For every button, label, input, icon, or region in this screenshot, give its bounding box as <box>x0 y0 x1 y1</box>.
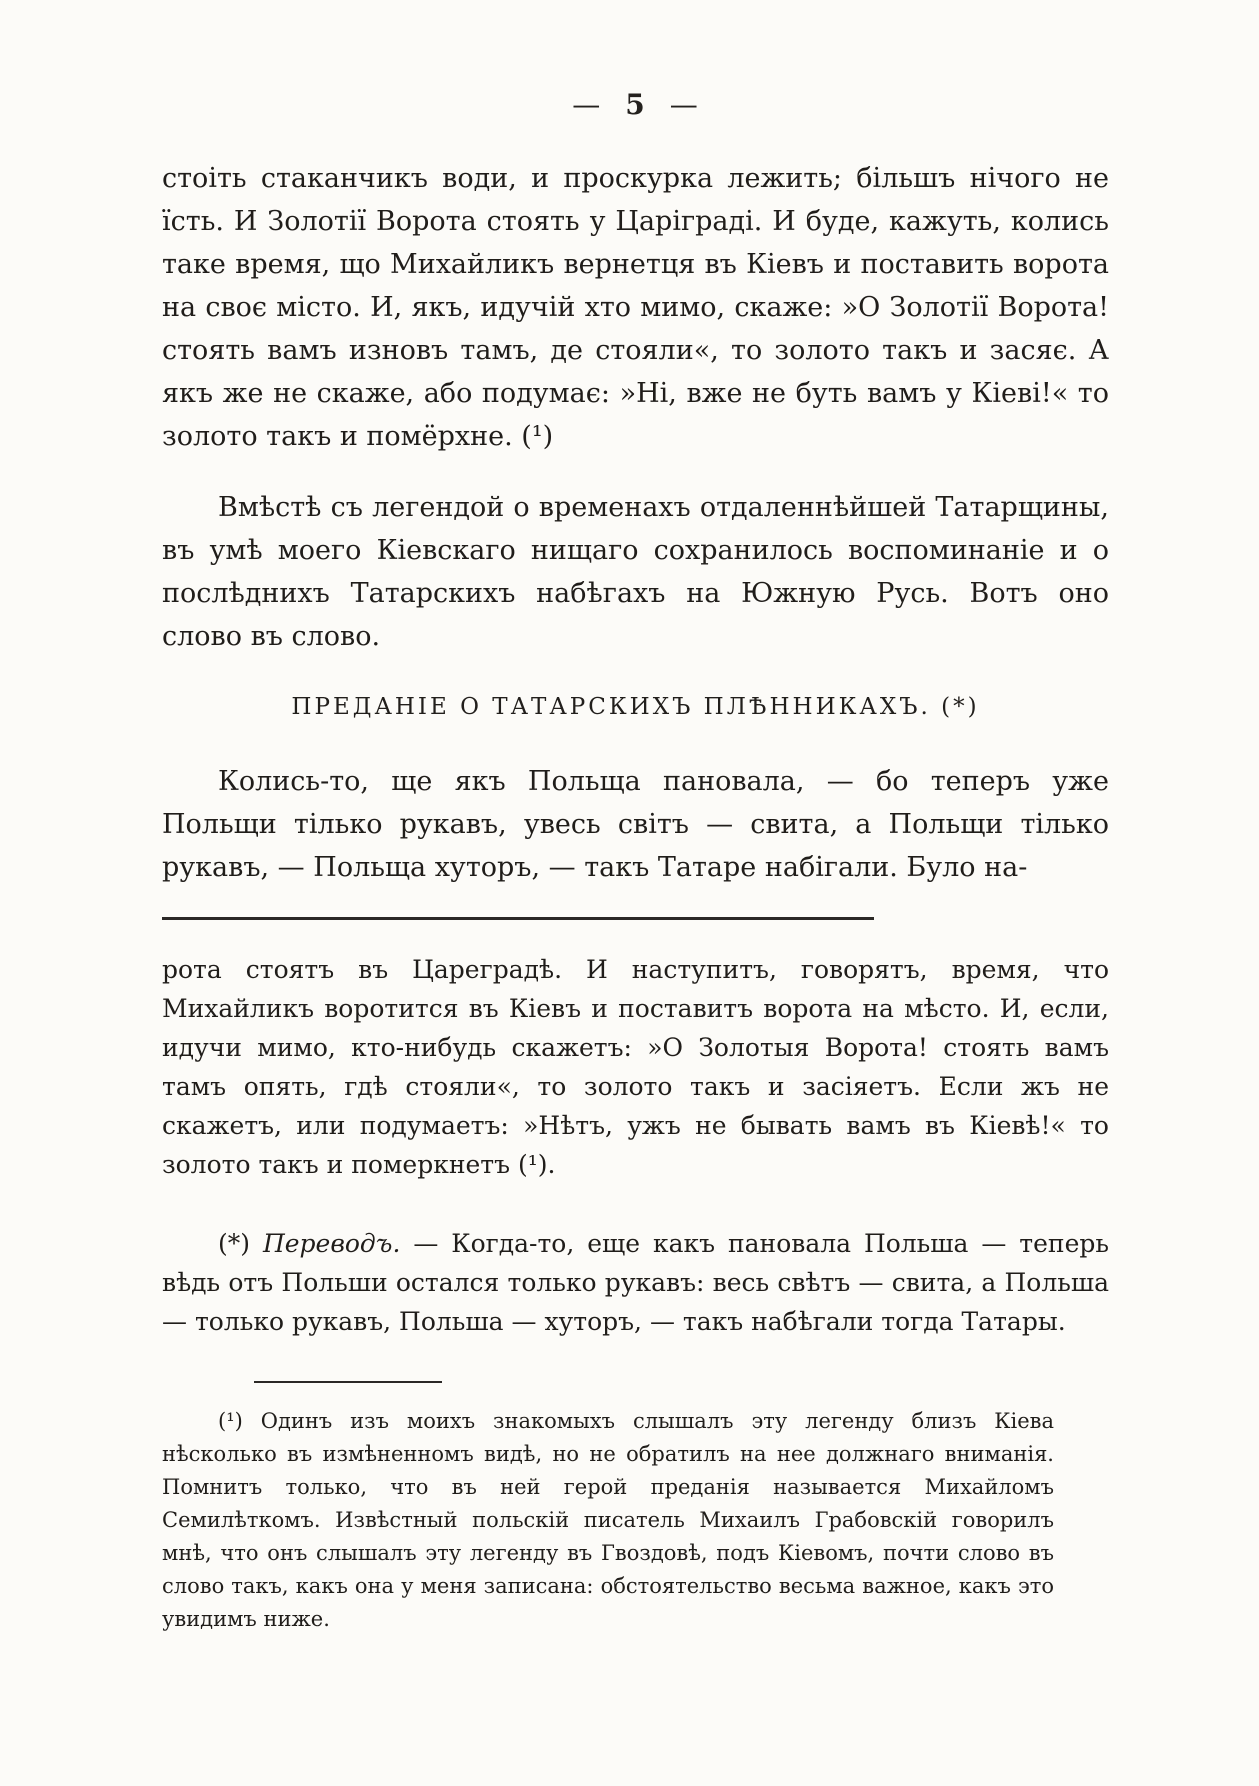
section-heading: ПРЕДАНІЕ О ТАТАРСКИХЪ ПЛѢННИКАХЪ. (*) <box>291 694 980 720</box>
footnote-legend-note: (¹) Одинъ изъ моихъ знакомыхъ слышалъ эту легенду близъ Кіева нѣсколько въ измѣненномъ видѣ, но не обратилъ на нее должнаго вниманія. Помнитъ только, что въ ней герой преданія называется Михайломъ Семилѣткомъ. Извѣстный польскій писатель Михаилъ Грабовскій говорилъ мнѣ, что онъ слышалъ эту легенду въ Гвоздовѣ, подъ Кіевомъ, почти слово въ слово такъ, какъ она у меня записана: обстоятельство весьма важное, какъ это увидимъ ниже. <box>162 1409 1054 1631</box>
page-number-value: 5 <box>625 88 646 121</box>
footnote-continuation: рота стоятъ въ Цареградѣ. И наступитъ, говорятъ, время, что Михайликъ воротится въ Кіевъ и поставитъ ворота на мѣсто. И, если, идучи мимо, кто-нибудь скажетъ: »О Золотыя Ворота! стоять вамъ тамъ опять, гдѣ стояли«, то золото такъ и засіяетъ. Если жъ не скажетъ, или подумаетъ: »Нѣтъ, ужъ не бывать вамъ въ Кіевѣ!« то золото такъ и померкнетъ (¹). <box>162 955 1109 1179</box>
paragraph-intro: Вмѣстѣ съ легендой о временахъ отдаленнѣйшей Татарщины, въ умѣ моего Кіевскаго нищаго сохранилось воспоминаніе и о послѣднихъ Татарскихъ набѣгахъ на Южную Русь. Вотъ оно слово въ слово. <box>162 492 1109 652</box>
page-number <box>162 88 1109 121</box>
paragraph-tale-start: Колись-то, ще якъ Польща пановала, — бо теперъ уже Польщи тілько рукавъ, увесь світъ — свита, а Польщи тілько рукавъ, — Польща хуторъ, — такъ Татаре набігали. Було на- <box>162 766 1109 883</box>
paragraph-legend-continuation: стоіть стаканчикъ води, и проскурка лежить; більшъ нічого не їсть. И Золотії Ворота стоять у Царіграді. И буде, кажуть, колись таке время, що Михайликъ вернетця въ Кіевъ и поставить ворота на своє місто. И, якъ, идучій хто мимо, скаже: »О Золотії Ворота! стоять вамъ изновъ тамъ, де стояли«, то золото такъ и засяє. А якъ же не скаже, або подумає: »Ні, вже не буть вамъ у Кіеві!« то золото такъ и помёрхне. (¹) <box>162 163 1109 452</box>
footnote-separator-rule <box>162 917 874 920</box>
footnote-translation-text: — Когда-то, еще какъ пановала Польша — теперь вѣдь отъ Польши остался только рукавъ: весь свѣтъ — свита, а Польша — только рукавъ, Польша — хуторъ, — такъ набѣгали тогда Татары. <box>162 1229 1109 1336</box>
page-number-dash-left: — <box>572 88 602 121</box>
footnote-separator-rule-short <box>254 1381 442 1383</box>
page-number-dash-right: — <box>669 88 699 121</box>
footnote-translation-marker: (*) <box>218 1229 263 1258</box>
footnote-translation-label: Переводъ. <box>262 1229 401 1258</box>
footnote-translation <box>162 1224 1109 1341</box>
